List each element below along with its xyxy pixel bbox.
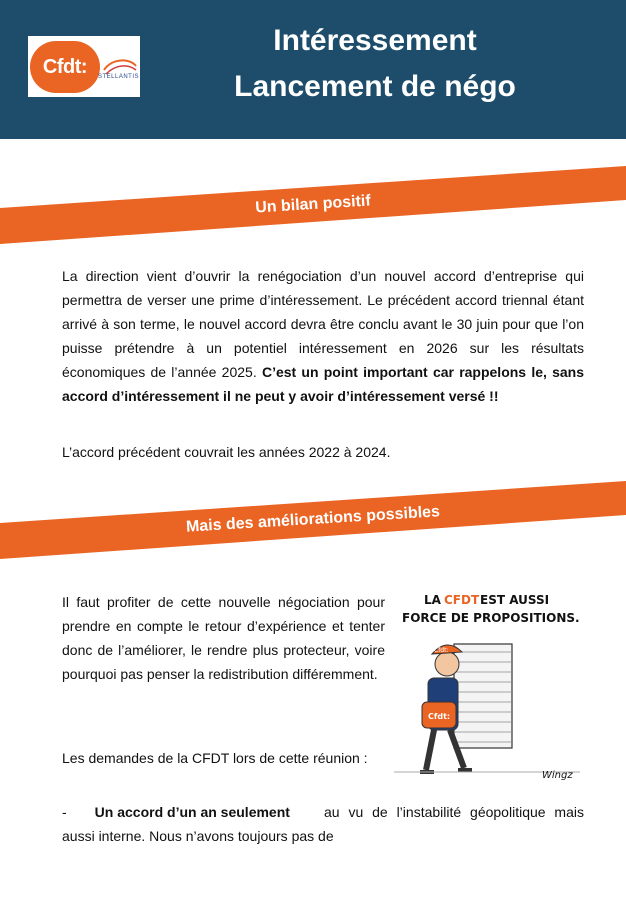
cartoon-drawing xyxy=(392,582,582,782)
intro-text: La direction vient d’ouvrir la renégociation d’un nouvel accord d’entreprise qui permettra de verser une prime d’intéressement. Le précédent accord triennal étant arrivé à son terme, le nouvel accord devra être conclu avant le 30 juin pour que l’on puisse prétendre à un potentiel intéressement en 2026 sur les résultats économiques de l’année 2025. xyxy=(62,268,584,380)
artist-signature: Wingz xyxy=(542,770,573,781)
intro-paragraph xyxy=(62,264,584,408)
stellantis-wordmark: STELLANTIS xyxy=(98,74,140,80)
title-line-2: Lancement de négo xyxy=(234,70,516,103)
section-band-1 xyxy=(0,166,626,244)
demand-bullet-1-rest: au vu de l’instabilité géopolitique mais aussi interne. Nous n’avons toujours pas de xyxy=(62,804,584,844)
section-heading-bilan: Un bilan positif xyxy=(254,192,372,217)
section-band-2 xyxy=(0,481,626,559)
cfdt-stellantis-logo xyxy=(28,36,140,97)
cartoon-caption-rest: EST AUSSI xyxy=(480,593,550,607)
shirt-label: Cfdt: xyxy=(428,712,451,721)
section-heading-ameliorations: Mais des améliorations possibles xyxy=(185,503,441,536)
intro-bold-statement: C’est un point important car rappelons le, sans accord d’intéressement il ne peut y avoir d’intéressement versé !! xyxy=(62,364,585,404)
header-banner xyxy=(0,0,626,139)
page-title xyxy=(170,18,580,110)
previous-agreement-note: L’accord précédent couvrait les années 2022 à 2024. xyxy=(62,444,391,460)
negotiation-paragraph: Il faut profiter de cette nouvelle négociation pour prendre en compte le retour d’expérience et tenter donc de l’améliorer, le rendre plus protecteur, voire pourquoi pas penser la redistribution différemment. xyxy=(62,594,385,682)
demands-intro: Les demandes de la CFDT lors de cette réunion : xyxy=(62,750,368,766)
bullet-bold: Un accord d’un an seulement xyxy=(94,804,290,820)
cartoon-caption-line2: FORCE DE PROPOSITIONS. xyxy=(402,611,580,625)
cartoon-caption-brand: CFDT xyxy=(444,593,480,607)
cartoon-caption-prefix: LA xyxy=(424,593,441,607)
bullet-marker: - xyxy=(62,804,67,820)
paper-stack-icon xyxy=(454,644,512,748)
title-line-1: Intéressement xyxy=(273,24,477,57)
cfdt-cartoon-illustration xyxy=(392,582,582,782)
cfdt-logo-badge: Cfdt: xyxy=(30,41,100,93)
cap-label: Cfdt: xyxy=(434,647,449,654)
